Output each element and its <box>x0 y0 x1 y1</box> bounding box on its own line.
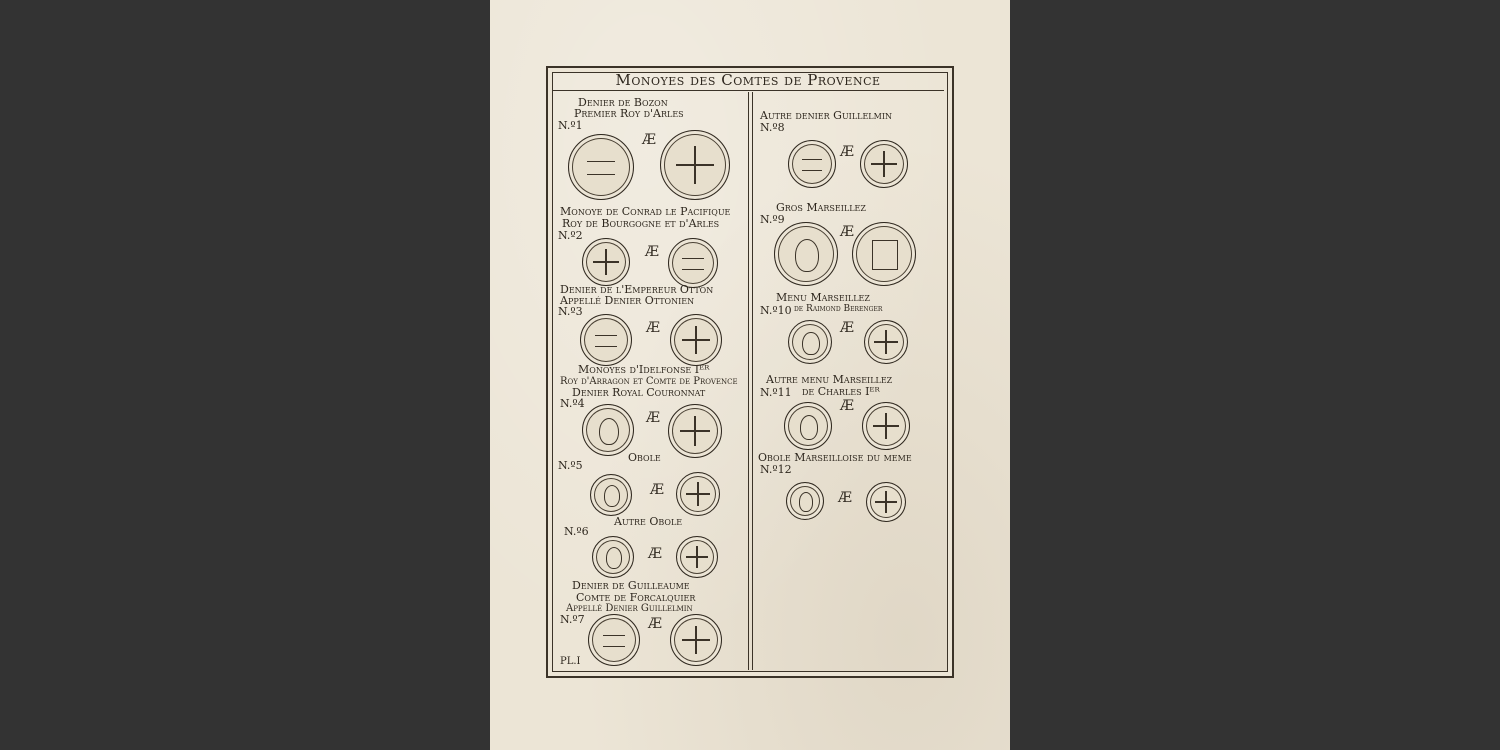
metal-mark: Æ <box>645 244 660 260</box>
coin-obverse <box>582 238 630 286</box>
caption-line: Denier de Guilleaume <box>572 579 690 592</box>
coin-obverse <box>568 134 634 200</box>
coin-obverse <box>788 140 836 188</box>
metal-mark: Æ <box>840 224 855 240</box>
coin-number: N.º11 <box>760 386 792 399</box>
coin-number: N.º1 <box>558 119 583 132</box>
caption-line: Monoyes d'Idelfonse Iᴱᴿ <box>578 363 710 376</box>
coin-reverse <box>862 402 910 450</box>
coin-obverse <box>786 482 824 520</box>
caption-line: Autre denier Guillelmin <box>760 109 892 122</box>
caption-line: Menu Marseillez <box>776 291 870 304</box>
column-divider <box>748 92 749 670</box>
coin-number: N.º5 <box>558 459 583 472</box>
coin-obverse <box>774 222 838 286</box>
caption-line: Obole Marseilloise du meme <box>758 451 912 464</box>
coin-number: N.º7 <box>560 613 585 626</box>
caption-line: Appellé Denier Ottonien <box>560 294 695 307</box>
caption-line: Denier de Bozon <box>578 96 668 109</box>
caption-line: Comte de Forcalquier <box>576 591 696 604</box>
caption-line: Monoye de Conrad le Pacifique <box>560 205 731 218</box>
coin-obverse <box>590 474 632 516</box>
coin-number: N.º2 <box>558 229 583 242</box>
metal-mark: Æ <box>646 320 661 336</box>
coin-reverse <box>852 222 916 286</box>
coin-reverse <box>864 320 908 364</box>
caption-line: de Raimond Berenger <box>794 304 883 314</box>
metal-mark: Æ <box>840 144 855 160</box>
metal-mark: Æ <box>648 616 663 632</box>
coin-obverse <box>580 314 632 366</box>
coin-number: N.º8 <box>760 121 785 134</box>
caption-line: Denier Royal Couronnat <box>572 386 706 399</box>
coin-reverse <box>676 536 718 578</box>
coin-number: N.º10 <box>760 304 792 317</box>
coin-number: N.º9 <box>760 213 785 226</box>
coin-obverse <box>784 402 832 450</box>
caption-line: Roy de Bourgogne et d'Arles <box>562 217 720 230</box>
metal-mark: Æ <box>838 490 853 506</box>
coin-obverse <box>592 536 634 578</box>
coin-reverse <box>668 238 718 288</box>
coin-obverse <box>582 404 634 456</box>
plate-number: PL.I <box>560 656 581 667</box>
coin-reverse <box>670 314 722 366</box>
column-divider <box>752 92 753 670</box>
coin-reverse <box>670 614 722 666</box>
caption-line: Appellé Denier Guillelmin <box>566 603 693 614</box>
coin-number: N.º4 <box>560 397 585 410</box>
coin-reverse <box>676 472 720 516</box>
caption-line: Denier de l'Empereur Otton <box>560 283 714 296</box>
coin-reverse <box>660 130 730 200</box>
metal-mark: Æ <box>646 410 661 426</box>
coin-reverse <box>668 404 722 458</box>
caption-line: Autre Obole <box>614 515 683 528</box>
metal-mark: Æ <box>642 132 657 148</box>
caption-line: Obole <box>628 451 661 464</box>
caption-line: Roy d'Arragon et Comte de Provence <box>560 376 738 387</box>
caption-line: Autre menu Marseillez <box>766 373 893 386</box>
coin-number: N.º6 <box>564 525 589 538</box>
metal-mark: Æ <box>840 320 855 336</box>
plate-title: Monoyes des Comtes de Provence <box>552 70 944 91</box>
caption-line: de Charles Iᴱᴿ <box>802 385 880 398</box>
coin-number: N.º12 <box>760 463 792 476</box>
metal-mark: Æ <box>840 398 855 414</box>
coin-reverse <box>860 140 908 188</box>
coin-obverse <box>588 614 640 666</box>
coin-obverse <box>788 320 832 364</box>
coin-reverse <box>866 482 906 522</box>
coin-number: N.º3 <box>558 305 583 318</box>
caption-line: Premier Roy d'Arles <box>574 107 684 120</box>
metal-mark: Æ <box>650 482 665 498</box>
metal-mark: Æ <box>648 546 663 562</box>
caption-line: Gros Marseillez <box>776 201 866 214</box>
